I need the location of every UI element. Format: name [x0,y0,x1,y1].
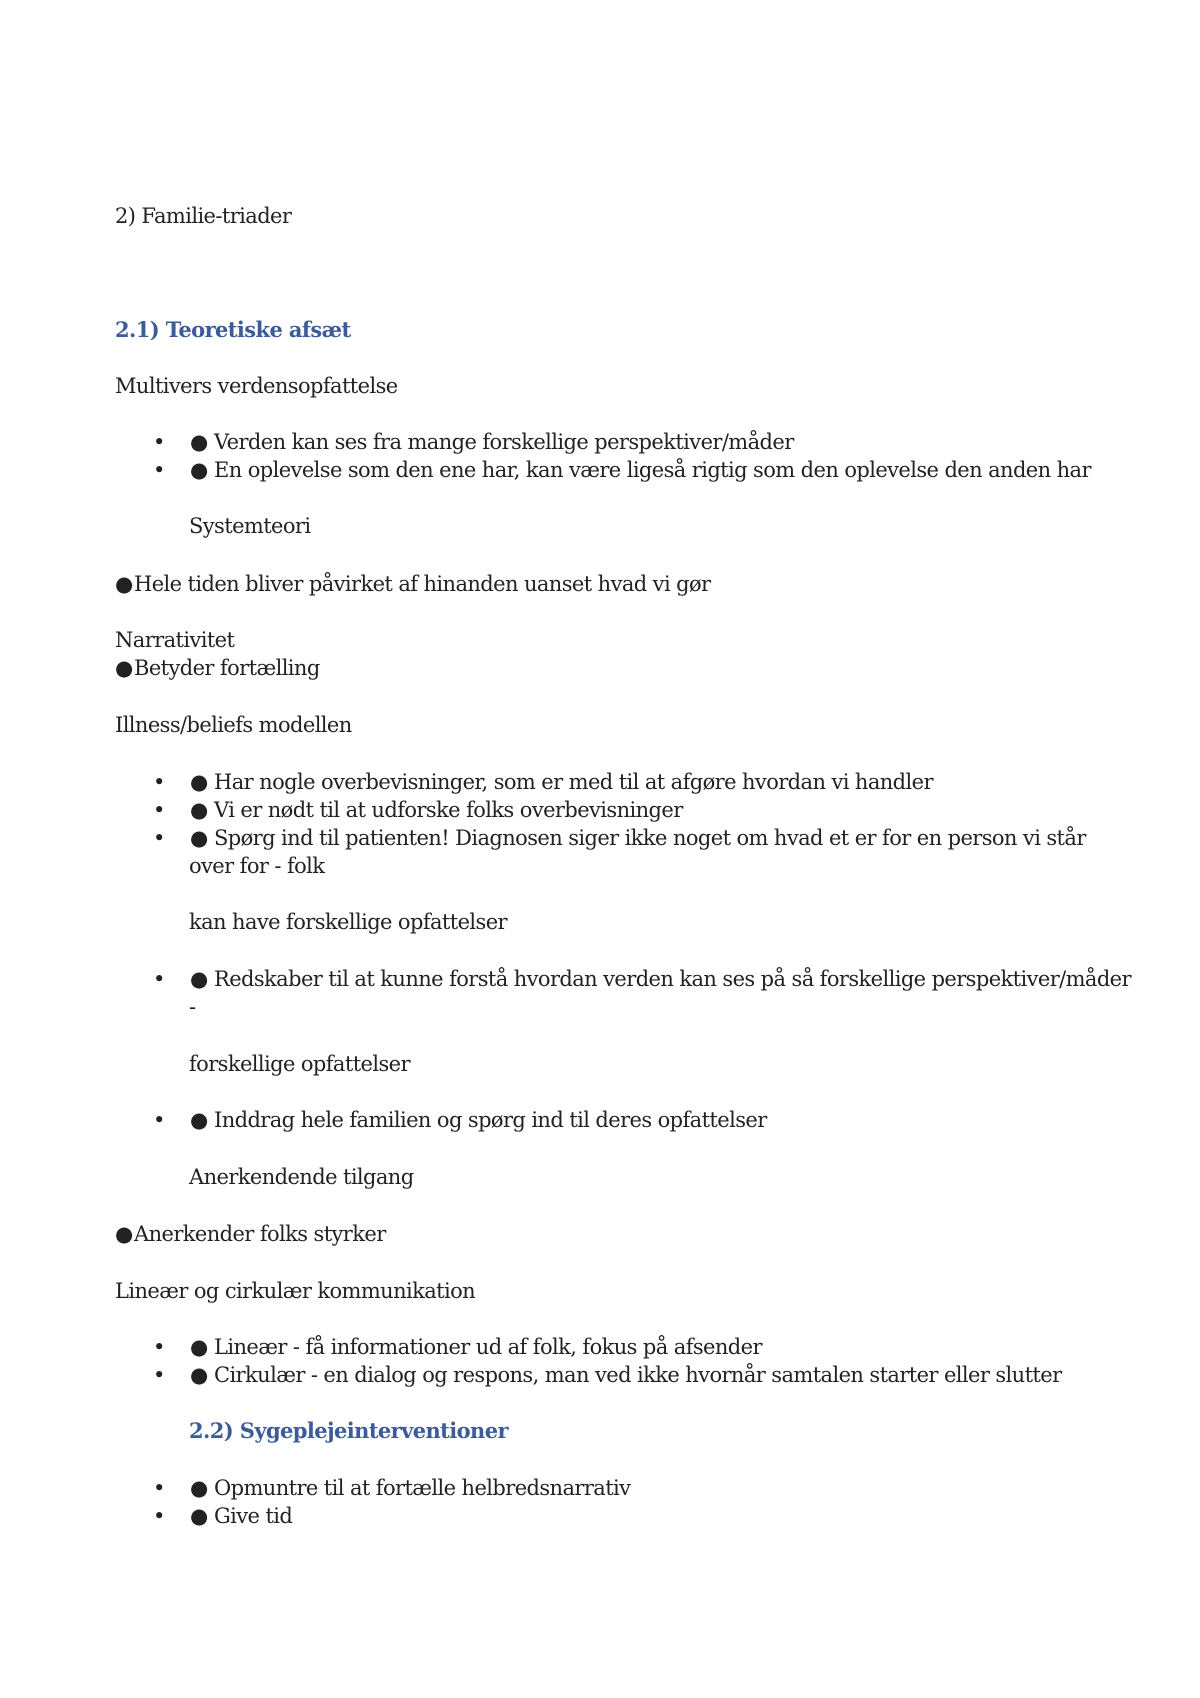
dot-marker: ● [190,826,208,850]
dot-marker: ● [190,967,208,991]
subheading-systemteori: Systemteori [189,514,311,538]
list-item: Cirkulær - en dialog og respons, man ved ikke hvornår samtalen starter eller slutter [214,1363,1062,1387]
dot-marker: ● [190,458,208,482]
subheading-kommunikation: Lineær og cirkulær kommunikation [115,1279,476,1303]
list-bullet: • [153,1476,165,1500]
dot-marker: ● [190,1476,208,1500]
paragraph-text: forskellige opfattelser [189,1052,410,1076]
list-item: Har nogle overbevisninger, som er med til at afgøre hvordan vi handler [214,770,933,794]
list-item: Anerkender folks styrker [134,1222,386,1246]
dot-marker: ● [190,798,208,822]
list-bullet: • [153,1504,165,1528]
dot-marker: ● [190,770,208,794]
list-item: Redskaber til at kunne forstå hvordan verden kan ses på så forskellige perspektiver/måder [214,967,1131,991]
list-bullet: • [153,1108,165,1132]
list-bullet: • [153,1335,165,1359]
section-heading-2-2: 2.2) Sygeplejeinterventioner [189,1418,508,1443]
list-bullet: • [153,798,165,822]
list-bullet: • [153,458,165,482]
list-bullet: • [153,826,165,850]
subheading-anerkendende: Anerkendende tilgang [189,1165,414,1189]
list-item: Hele tiden bliver påvirket af hinanden uanset hvad vi gør [134,572,711,596]
dot-marker: ● [115,1222,133,1246]
list-item: Verden kan ses fra mange forskellige perspektiver/måder [214,430,794,454]
dot-marker: ● [115,656,133,680]
section-heading-2-1: 2.1) Teoretiske afsæt [115,317,351,342]
subheading-narrativitet: Narrativitet [115,628,235,652]
dot-marker: ● [190,1108,208,1132]
list-bullet: • [153,430,165,454]
list-bullet: • [153,1363,165,1387]
list-item: Inddrag hele familien og spørg ind til deres opfattelser [214,1108,767,1132]
list-item: Betyder fortælling [134,656,320,680]
dot-marker: ● [115,572,133,596]
list-item: Spørg ind til patienten! Diagnosen siger ikke noget om hvad et er for en person vi står [214,826,1086,850]
dot-marker: ● [190,1363,208,1387]
list-item: Lineær - få informationer ud af folk, fokus på afsender [214,1335,762,1359]
list-item: Vi er nødt til at udforske folks overbevisninger [214,798,683,822]
list-bullet: • [153,770,165,794]
list-item: Give tid [214,1504,293,1528]
paragraph-text: kan have forskellige opfattelser [189,910,507,934]
subheading-multivers: Multivers verdensopfattelse [115,374,398,398]
subheading-illness-beliefs: Illness/beliefs modellen [115,713,352,737]
list-item-continuation: - [189,995,196,1019]
list-item: Opmuntre til at fortælle helbredsnarrativ [214,1476,631,1500]
dot-marker: ● [190,1335,208,1359]
list-item-continuation: over for - folk [189,854,325,878]
list-item: En oplevelse som den ene har, kan være ligeså rigtig som den oplevelse den anden har [214,458,1091,482]
list-bullet: • [153,967,165,991]
dot-marker: ● [190,430,208,454]
dot-marker: ● [190,1504,208,1528]
document-title: 2) Familie-triader [115,204,292,228]
